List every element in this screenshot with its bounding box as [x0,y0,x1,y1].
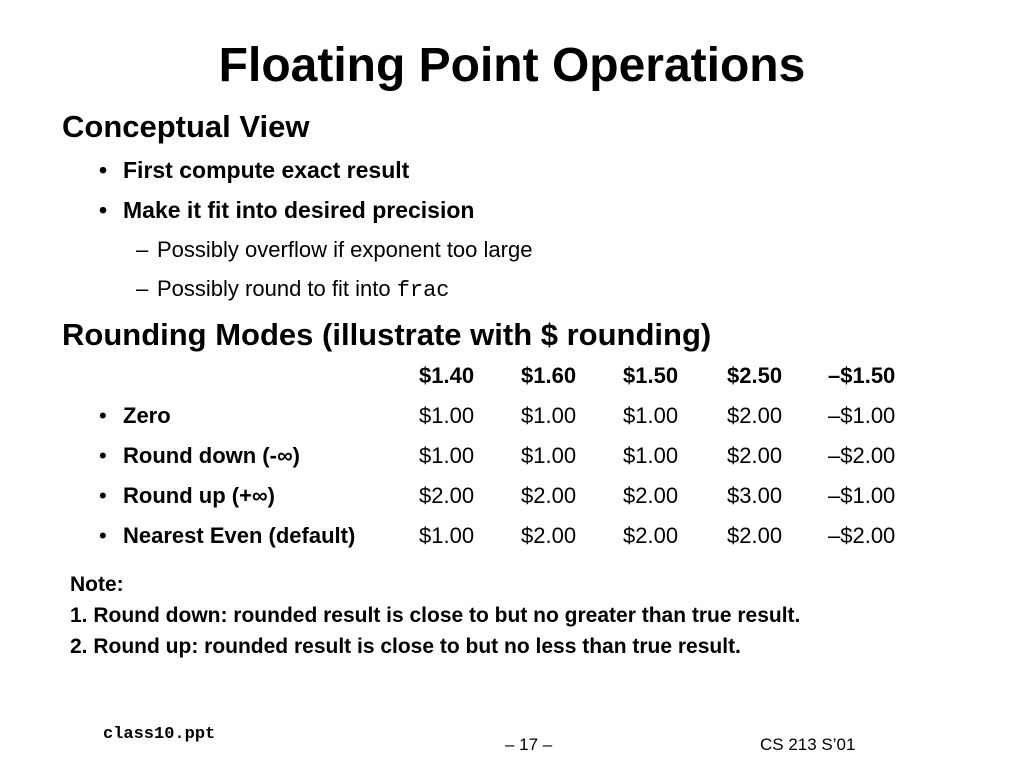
table-cell: –$1.00 [828,403,896,428]
table-cell: $2.00 [727,523,783,548]
row-label: Round down (-∞) [123,443,300,468]
dash-glyph: – [136,276,149,301]
code-frac: frac [396,278,450,303]
bullet-glyph: • [99,157,108,183]
table-cell: $2.00 [419,483,475,508]
sub-bullet-item-2 [136,274,450,306]
footer-course: CS 213 S’01 [760,735,856,754]
footer-filename: class10.ppt [103,725,216,744]
row-label: Zero [123,403,171,428]
bullet-glyph: • [99,443,107,468]
column-header: –$1.50 [828,363,896,388]
bullet-text: First compute exact result [123,157,410,183]
slide-title: Floating Point Operations [218,39,806,92]
table-row [0,401,1024,431]
note-line-2: 2. Round up: rounded result is close to but no less than true result. [70,635,741,658]
table-cell: –$2.00 [828,523,896,548]
bullet-glyph: • [99,403,107,428]
row-label: Nearest Even (default) [123,523,356,548]
table-row [0,481,1024,511]
footer-page-number: – 17 – [505,735,553,754]
row-label: Round up (+∞) [123,483,275,508]
bullet-text: Make it fit into desired precision [123,197,475,223]
sub-bullet-text: Possibly round to fit into [157,276,397,301]
table-cell: –$1.00 [828,483,896,508]
note-label: Note: [70,573,124,596]
dash-glyph: – [136,237,149,262]
table-cell: $2.00 [727,443,783,468]
note-line-1: 1. Round down: rounded result is close to but no greater than true result. [70,604,801,627]
section-heading-conceptual-view: Conceptual View [62,109,310,144]
column-header: $1.50 [623,363,679,388]
table-cell: $2.00 [623,523,679,548]
bullet-glyph: • [99,523,107,548]
table-cell: $3.00 [727,483,783,508]
bullet-item-2 [99,195,475,225]
column-header: $1.60 [521,363,577,388]
column-header: $1.40 [419,363,475,388]
table-cell: $1.00 [521,403,577,428]
bullet-item-1 [99,155,410,185]
table-cell: $1.00 [623,403,679,428]
table-cell: $2.00 [623,483,679,508]
table-header-row [0,361,1024,391]
table-cell: $2.00 [521,523,577,548]
table-cell: $1.00 [419,523,475,548]
bullet-glyph: • [99,483,107,508]
table-row [0,441,1024,471]
sub-bullet-item-1 [136,235,533,265]
table-cell: $2.00 [727,403,783,428]
sub-bullet-text: Possibly overflow if exponent too large [157,237,533,262]
bullet-glyph: • [99,197,108,223]
table-cell: $1.00 [419,403,475,428]
section-heading-rounding-modes: Rounding Modes (illustrate with $ rounding) [62,317,712,352]
table-cell: $1.00 [521,443,577,468]
table-cell: –$2.00 [828,443,896,468]
table-row [0,521,1024,551]
table-cell: $1.00 [419,443,475,468]
table-cell: $2.00 [521,483,577,508]
table-cell: $1.00 [623,443,679,468]
column-header: $2.50 [727,363,783,388]
